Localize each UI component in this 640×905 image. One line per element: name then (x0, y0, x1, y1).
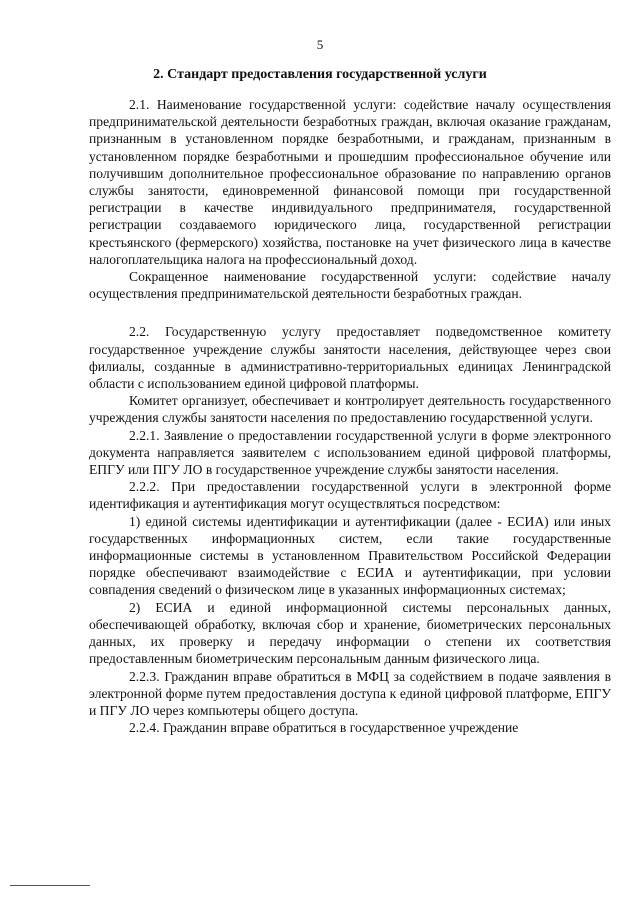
page-number: 5 (316, 37, 324, 52)
paragraph-2-2: 2.2. Государственную услугу предоставляет подведомственное комитету государственное учреждение службы занятости населения, действующее через свои филиалы, созданные в административно-территориальных единицах Ленинградской области с использованием единой цифровой платформы. (89, 324, 611, 392)
paragraph-2-2-3: 2.2.3. Гражданин вправе обратиться в МФЦ за содействием в подаче заявления в электронной форме путем предоставления доступа к единой цифровой платформе, ЕПГУ и ПГУ ЛО через компьютеры общего доступа. (89, 668, 611, 718)
footer-divider (10, 885, 90, 886)
paragraph-2-2-1: 2.2.1. Заявление о предоставлении государственной услуги в форме электронного документа направляется заявителем с использованием единой цифровой платформы, ЕПГУ или ПГУ ЛО в государственное учреждение службы занятости населения. (89, 427, 611, 478)
paragraph-2-2-2: 2.2.2. При предоставлении государственной услуги в электронной форме идентификация и аутентификация могут осуществляться посредством: (89, 479, 611, 512)
paragraph-short-name: Сокращенное наименование государственной услуги: содействие началу осуществления предпринимательской деятельности безработных граждан. (89, 269, 611, 302)
paragraph-2-2-4: 2.2.4. Гражданин вправе обратиться в государственное учреждение (129, 720, 519, 736)
document-body (89, 96, 611, 736)
paragraph-committee: Комитет организует, обеспечивает и контролирует деятельность государственного учреждения службы занятости населения по предоставлению государственной услуги. (89, 393, 611, 426)
paragraph-2-1: 2.1. Наименование государственной услуги: содействие началу осуществления предпринимательской деятельности безработных граждан, включая оказание гражданам, признанным в установленном порядке безработными, и гражданам, признанным в установленном порядке безработными и прошедшим профессиональное обучение или получившим дополнительное профессиональное образование по направлению органов службы занятости, единовременной финансовой помощи при государственной регистрации в качестве индивидуального предпринимателя, государственной регистрации создаваемого юридического лица, государственной регистрации крестьянского (фермерского) хозяйства, постановке на учет физического лица в качестве налогоплательщика налога на профессиональный доход. (89, 97, 611, 267)
list-item-1: 1) единой системы идентификации и аутентификации (далее - ЕСИА) или иных государственных информационных систем, если такие государственные информационные системы в установленном Правительством Российской Федерации порядке обеспечивают взаимодействие с ЕСИА и аутентификации, при условии совпадения сведений о физическом лице в указанных информационных системах; (89, 513, 611, 598)
section-title: 2. Стандарт предоставления государственной услуги (153, 67, 487, 82)
list-item-2: 2) ЕСИА и единой информационной системы персональных данных, обеспечивающей обработку, включая сбор и хранение, биометрических персональных данных, их проверку и передачу информации о степени их соответствия предоставленным биометрическим персональным данным физического лица. (89, 599, 611, 667)
